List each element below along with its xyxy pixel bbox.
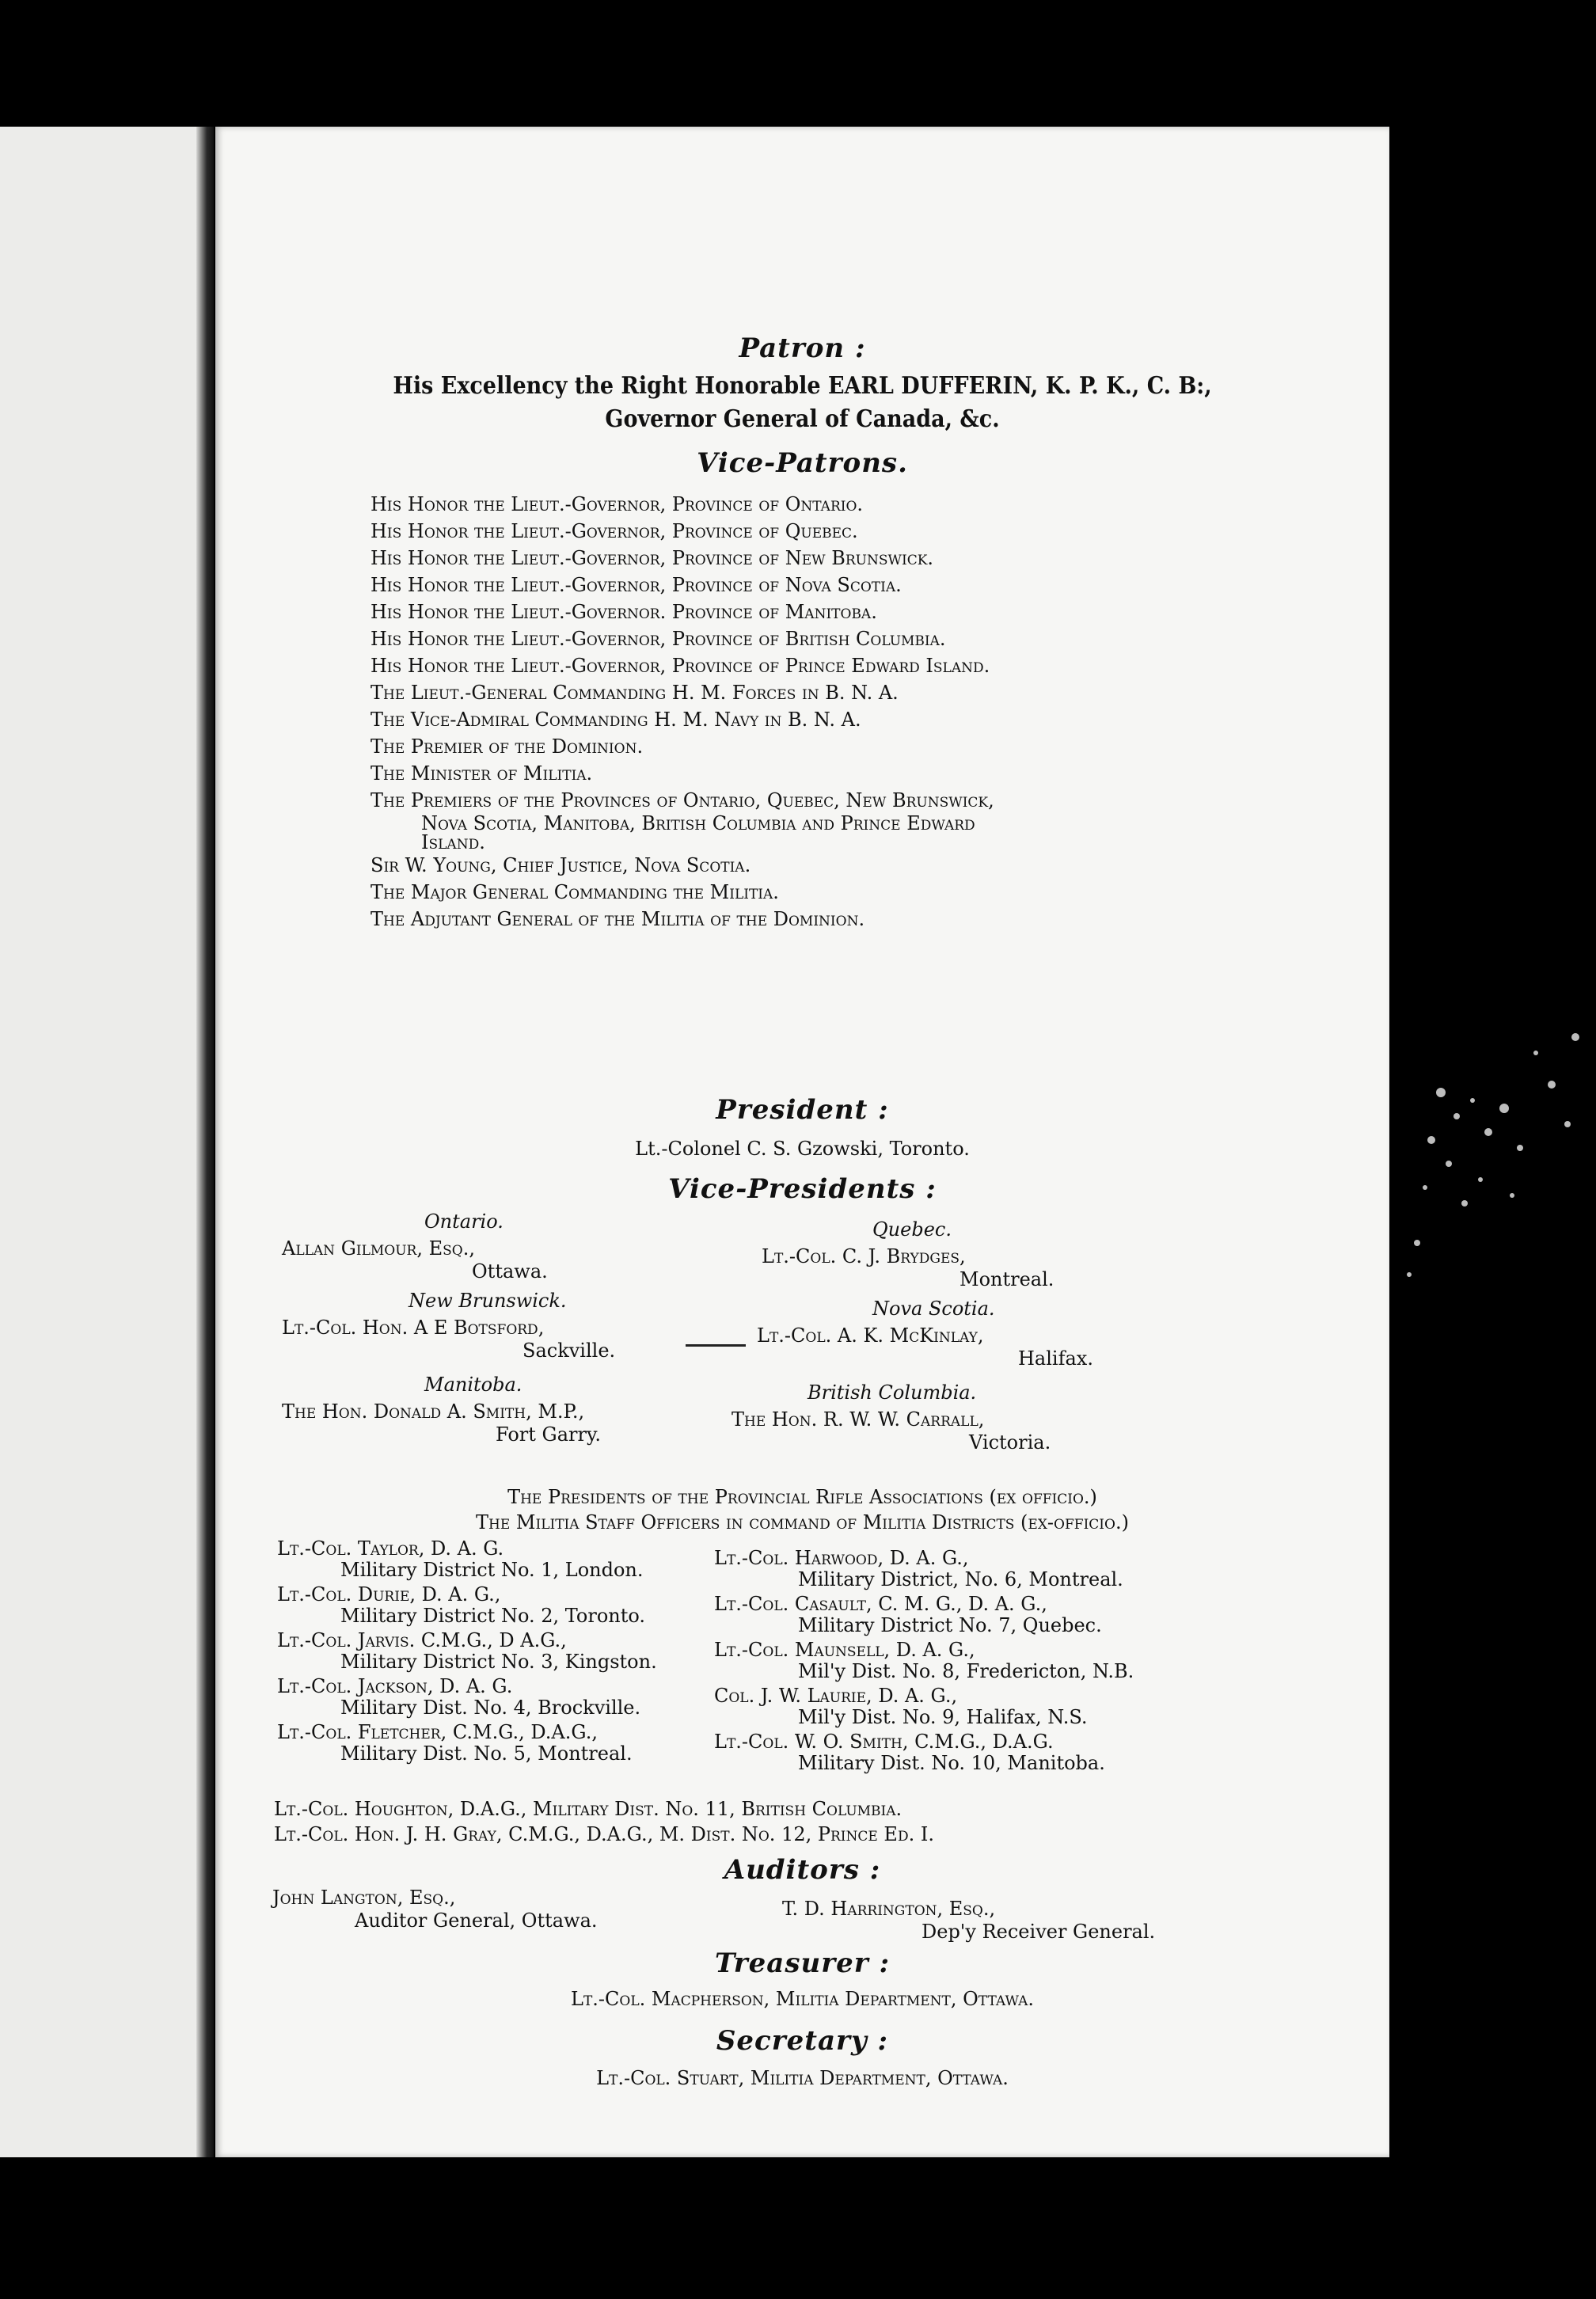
vice-patron-item: The Premier of the Dominion. (370, 735, 644, 758)
vp-province: Quebec. (872, 1218, 952, 1241)
officer-detail: Military District, No. 6, Montreal. (798, 1568, 1123, 1590)
officer-entry (714, 1639, 1347, 1682)
vice-patron-premiers-3: Island. (421, 831, 485, 853)
treasurer-name: Lt.-Col. Macpherson, Militia Department, Ottawa. (571, 1988, 1034, 2010)
officer-full-line: Lt.-Col. Houghton, D.A.G., Military Dist. No. 11, British Columbia. (274, 1798, 902, 1820)
vp-british-columbia (732, 1379, 1127, 1452)
vice-presidents-heading: Vice-Presidents : (668, 1173, 937, 1205)
vice-patron-item: His Honor the Lieut.-Governor. Province of Manitoba. (370, 601, 877, 623)
vice-patron-item: His Honor the Lieut.-Governor, Province of Ontario. (370, 493, 864, 515)
officer-full-line: Lt.-Col. Hon. J. H. Gray, C.M.G., D.A.G., M. Dist. No. 12, Prince Ed. I. (274, 1823, 934, 1845)
officers-left-column (277, 1537, 752, 1767)
vp-place: Ottawa. (472, 1260, 548, 1282)
vp-name: Lt.-Col. C. J. Brydges, (762, 1245, 966, 1267)
officer-name: Lt.-Col. Taylor, D. A. G. (277, 1537, 504, 1560)
auditor-title: Auditor General, Ottawa. (355, 1910, 598, 1932)
vp-name: Lt.-Col. A. K. McKinlay, (757, 1324, 984, 1347)
vp-place: Halifax. (1018, 1347, 1093, 1370)
vp-place: Victoria. (969, 1431, 1051, 1454)
scan-noise (1393, 1005, 1596, 1338)
vp-ontario (282, 1208, 662, 1281)
patron-line-2: Governor General of Canada, &c. (605, 405, 1000, 433)
ex-officio-line-2: The Militia Staff Officers in command of Militia Districts (ex-officio.) (476, 1511, 1129, 1533)
officer-entry (277, 1583, 752, 1626)
officer-entry (714, 1731, 1347, 1773)
vp-nova-scotia (757, 1295, 1137, 1368)
vice-patron-item: The Lieut.-General Commanding H. M. Forces in B. N. A. (370, 682, 899, 704)
auditor-title: Dep'y Receiver General. (922, 1921, 1156, 1943)
vp-province: Ontario. (424, 1210, 504, 1233)
officer-detail: Mil'y Dist. No. 8, Fredericton, N.B. (798, 1660, 1134, 1682)
auditor-left (272, 1886, 598, 1932)
officer-name: Lt.-Col. Durie, D. A. G., (277, 1583, 501, 1606)
auditors-heading: Auditors : (724, 1854, 881, 1886)
vice-patron-premiers-2: Nova Scotia, Manitoba, British Columbia and Prince Edward (421, 812, 975, 834)
officer-entry (277, 1675, 752, 1718)
vice-patron-item: The Adjutant General of the Militia of the Dominion. (370, 908, 865, 930)
officer-entry (277, 1537, 752, 1580)
officer-entry (277, 1721, 752, 1764)
vp-name: The Hon. Donald A. Smith, M.P., (282, 1400, 585, 1423)
officer-name: Lt.-Col. Maunsell, D. A. G., (714, 1639, 975, 1661)
officer-name: Lt.-Col. Harwood, D. A. G., (714, 1547, 969, 1569)
patron-line-1: His Excellency the Right Honorable EARL DUFFERIN, K. P. K., C. B:, (393, 372, 1212, 400)
vice-patron-item: His Honor the Lieut.-Governor, Province of Prince Edward Island. (370, 655, 990, 677)
secretary-name: Lt.-Col. Stuart, Militia Department, Ottawa. (596, 2067, 1009, 2089)
vice-patrons-list (370, 491, 994, 933)
auditor-name: John Langton, Esq., (272, 1887, 456, 1909)
vice-patron-item: His Honor the Lieut.-Governor, Province of Nova Scotia. (370, 574, 902, 596)
vp-place: Fort Garry. (496, 1423, 601, 1446)
vice-patron-item: The Vice-Admiral Commanding H. M. Navy in B. N. A. (370, 709, 861, 731)
officer-detail: Military Dist. No. 4, Brockville. (340, 1697, 641, 1719)
officer-detail: Military Dist. No. 10, Manitoba. (798, 1752, 1105, 1774)
vp-province: British Columbia. (808, 1381, 977, 1404)
president-name: Lt.-Colonel C. S. Gzowski, Toronto. (635, 1138, 970, 1160)
officer-detail: Mil'y Dist. No. 9, Halifax, N.S. (798, 1706, 1088, 1728)
vice-patron-item: His Honor the Lieut.-Governor, Province of New Brunswick. (370, 547, 934, 569)
vp-quebec (762, 1216, 1142, 1289)
vice-patron-premiers-1: The Premiers of the Provinces of Ontario, Quebec, New Brunswick, (370, 789, 994, 811)
officer-name: Lt.-Col. Fletcher, C.M.G., D.A.G., (277, 1721, 598, 1743)
officer-entry (714, 1547, 1347, 1590)
section-divider (686, 1344, 746, 1347)
treasurer-heading: Treasurer : (714, 1948, 891, 1979)
officer-detail: Military District No. 1, London. (340, 1559, 644, 1581)
vp-name: The Hon. R. W. W. Carrall, (732, 1408, 985, 1431)
officer-entry (714, 1685, 1347, 1727)
vp-name: Allan Gilmour, Esq., (282, 1237, 475, 1260)
officer-name: Lt.-Col. W. O. Smith, C.M.G., D.A.G. (714, 1731, 1054, 1753)
vp-province: Nova Scotia. (872, 1298, 995, 1320)
officers-right-column (714, 1547, 1347, 1776)
vice-patron-item: The Minister of Militia. (370, 762, 593, 785)
facing-page (0, 127, 198, 2157)
officer-name: Lt.-Col. Jackson, D. A. G. (277, 1675, 513, 1697)
secretary-heading: Secretary : (716, 2025, 889, 2057)
vice-patron-item: His Honor the Lieut.-Governor, Province of British Columbia. (370, 628, 946, 650)
vp-province: Manitoba. (424, 1374, 522, 1396)
vp-new-brunswick (282, 1287, 662, 1360)
vp-manitoba (282, 1371, 678, 1444)
auditor-name: T. D. Harrington, Esq., (782, 1898, 996, 1920)
vp-place: Montreal. (960, 1268, 1054, 1290)
president-heading: President : (716, 1094, 889, 1126)
officer-detail: Military Dist. No. 5, Montreal. (340, 1742, 633, 1765)
officer-entry (277, 1629, 752, 1672)
vp-name: Lt.-Col. Hon. A E Botsford, (282, 1317, 545, 1339)
vice-patron-item: The Major General Commanding the Militia. (370, 881, 779, 903)
officer-detail: Military District No. 2, Toronto. (340, 1605, 646, 1627)
officer-name: Lt.-Col. Casault, C. M. G., D. A. G., (714, 1593, 1047, 1615)
vp-place: Sackville. (522, 1340, 616, 1362)
vice-patrons-heading: Vice-Patrons. (697, 447, 908, 479)
ex-officio-line-1: The Presidents of the Provincial Rifle Associations (ex officio.) (507, 1486, 1097, 1508)
vp-province: New Brunswick. (408, 1290, 567, 1312)
officer-name: Col. J. W. Laurie, D. A. G., (714, 1685, 958, 1707)
vice-patron-item: Sir W. Young, Chief Justice, Nova Scotia. (370, 854, 751, 876)
document-page (215, 127, 1389, 2157)
officer-detail: Military District No. 7, Quebec. (798, 1614, 1102, 1636)
officer-name: Lt.-Col. Jarvis. C.M.G., D A.G., (277, 1629, 567, 1651)
vice-patron-item: His Honor the Lieut.-Governor, Province of Quebec. (370, 520, 858, 542)
officer-entry (714, 1593, 1347, 1636)
officer-detail: Military District No. 3, Kingston. (340, 1651, 657, 1673)
auditor-right (782, 1897, 1155, 1943)
page-gutter (196, 127, 214, 2157)
patron-heading: Patron : (739, 332, 866, 364)
